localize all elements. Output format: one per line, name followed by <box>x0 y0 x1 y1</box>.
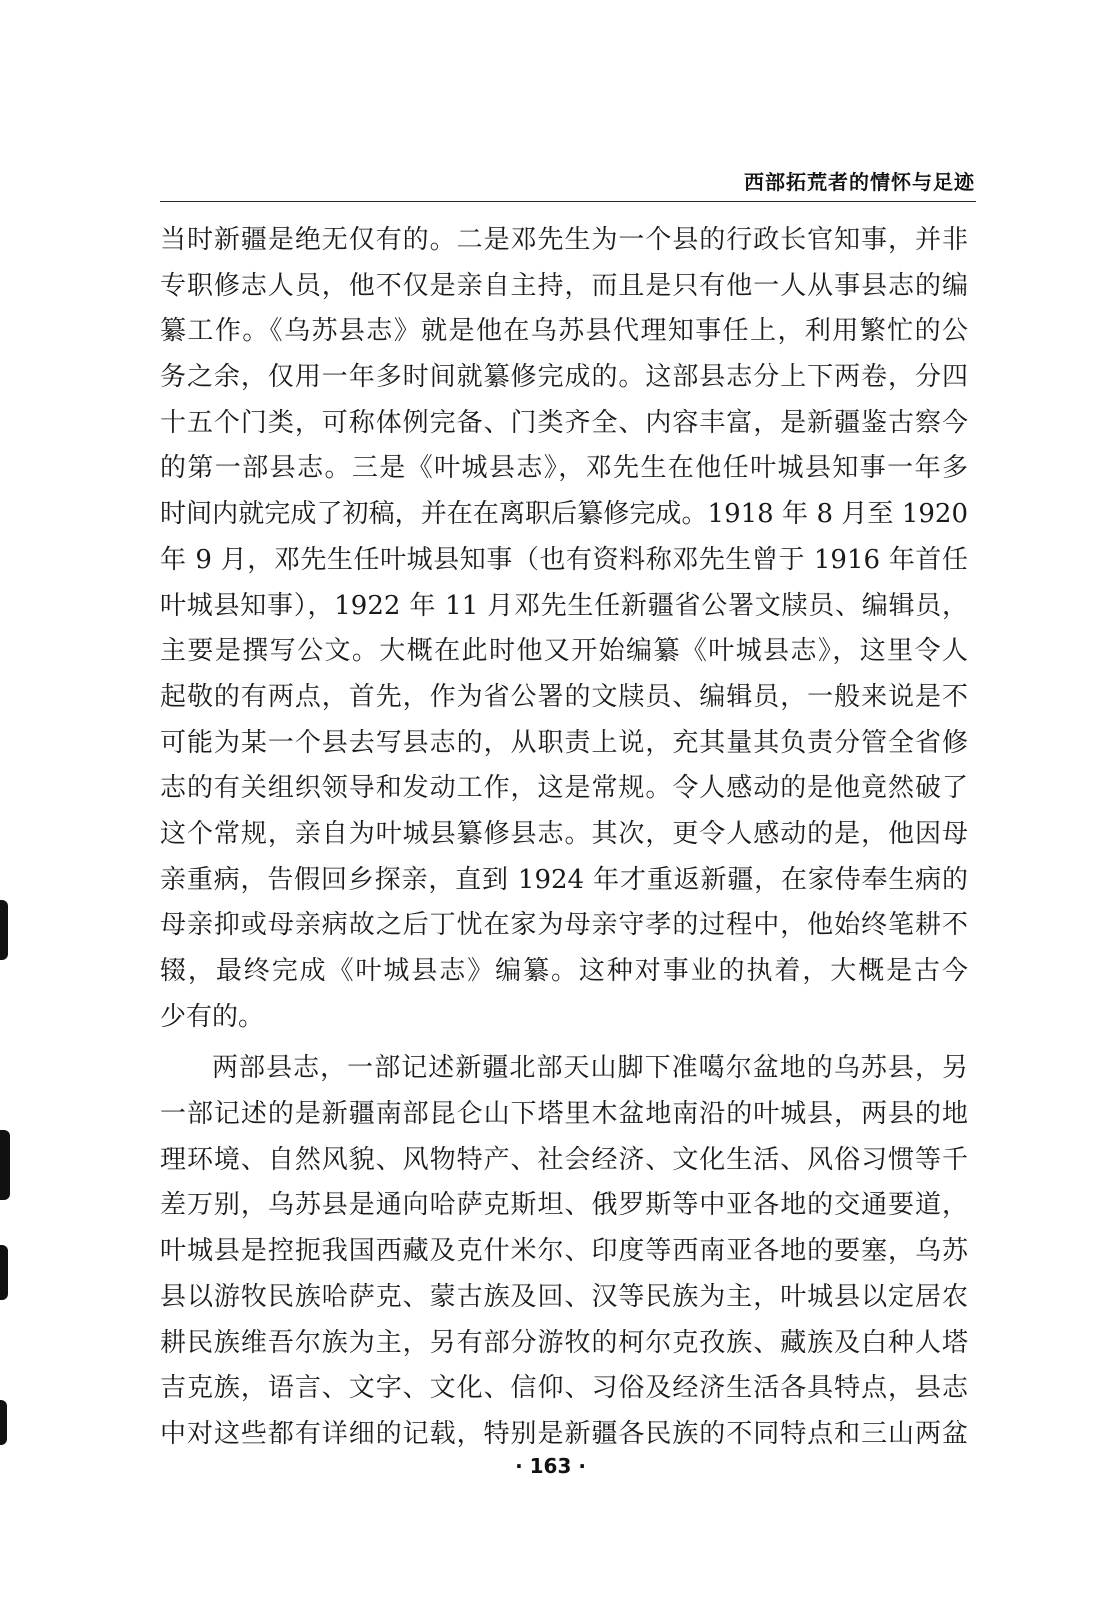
text-line: 少有的。 <box>160 1001 265 1032</box>
text-line: 纂工作。《乌苏县志》就是他在乌苏县代理知事任上，利用繁忙的公 <box>160 316 968 347</box>
text-line: 当时新疆是绝无仅有的。二是邓先生为一个县的行政长官知事，并非 <box>160 225 968 255</box>
page-number: · 163 · <box>515 1454 586 1478</box>
paragraph-1 <box>160 218 968 1040</box>
text-line: 县以游牧民族哈萨克、蒙古族及回、汉等民族为主，叶城县以定居农 <box>160 1281 968 1312</box>
text-line: 两部县志，一部记述新疆北部天山脚下准噶尔盆地的乌苏县，另 <box>212 1053 968 1084</box>
text-line: 时间内就完成了初稿，并在在离职后纂修完成。1918 年 8 月至 1920 <box>160 499 968 530</box>
text-line: 可能为某一个县去写县志的，从职责上说，充其量其负责分管全省修 <box>160 727 968 758</box>
text-line: 叶城县是控扼我国西藏及克什米尔、印度等西南亚各地的要塞，乌苏 <box>160 1236 968 1267</box>
text-line: 中对这些都有详细的记载，特别是新疆各民族的不同特点和三山两盆 <box>160 1418 968 1449</box>
text-line: 一部记述的是新疆南部昆仑山下塔里木盆地南沿的叶城县，两县的地 <box>160 1099 968 1130</box>
scan-artifact <box>0 1130 10 1200</box>
text-line: 亲重病，告假回乡探亲，直到 1924 年才重返新疆，在家侍奉生病的 <box>160 864 968 895</box>
text-line: 起敬的有两点，首先，作为省公署的文牍员、编辑员，一般来说是不 <box>160 681 968 712</box>
text-line: 母亲抑或母亲病故之后丁忧在家为母亲守孝的过程中，他始终笔耕不 <box>160 910 968 941</box>
scan-artifact <box>0 1245 8 1300</box>
text-line: 志的有关组织领导和发动工作，这是常规。令人感动的是他竟然破了 <box>160 773 968 804</box>
text-line: 理环境、自然风貌、风物特产、社会经济、文化生活、风俗习惯等千 <box>160 1144 968 1175</box>
text-line: 差万别，乌苏县是通向哈萨克斯坦、俄罗斯等中亚各地的交通要道， <box>160 1190 968 1221</box>
text-line: 专职修志人员，他不仅是亲自主持，而且是只有他一人从事县志的编 <box>160 270 968 301</box>
text-line: 务之余，仅用一年多时间就纂修完成的。这部县志分上下两卷，分四 <box>160 362 968 393</box>
paragraph-2 <box>160 1046 968 1457</box>
text-line: 年 9 月，邓先生任叶城县知事（也有资料称邓先生曾于 1916 年首任 <box>160 544 968 575</box>
text-line: 的第一部县志。三是《叶城县志》，邓先生在他任叶城县知事一年多 <box>160 453 968 484</box>
text-line: 叶城县知事），1922 年 11 月邓先生任新疆省公署文牍员、编辑员， <box>160 590 968 621</box>
text-line: 十五个门类，可称体例完备、门类齐全、内容丰富，是新疆鉴古察今 <box>160 407 968 438</box>
scan-artifact <box>0 1400 7 1445</box>
text-line: 这个常规，亲自为叶城县纂修县志。其次，更令人感动的是，他因母 <box>160 818 968 849</box>
running-header: 西部拓荒者的情怀与足迹 <box>744 170 975 194</box>
scan-artifact <box>0 900 8 960</box>
body-text <box>160 218 968 1458</box>
text-line: 主要是撰写公文。大概在此时他又开始编纂《叶城县志》，这里令人 <box>160 636 968 667</box>
text-line: 辍，最终完成《叶城县志》编纂。这种对事业的执着，大概是古今 <box>160 956 968 986</box>
header-rule <box>160 201 976 202</box>
text-line: 吉克族，语言、文字、文化、信仰、习俗及经济生活各具特点，县志 <box>160 1373 968 1404</box>
text-line: 耕民族维吾尔族为主，另有部分游牧的柯尔克孜族、藏族及白种人塔 <box>160 1327 968 1358</box>
